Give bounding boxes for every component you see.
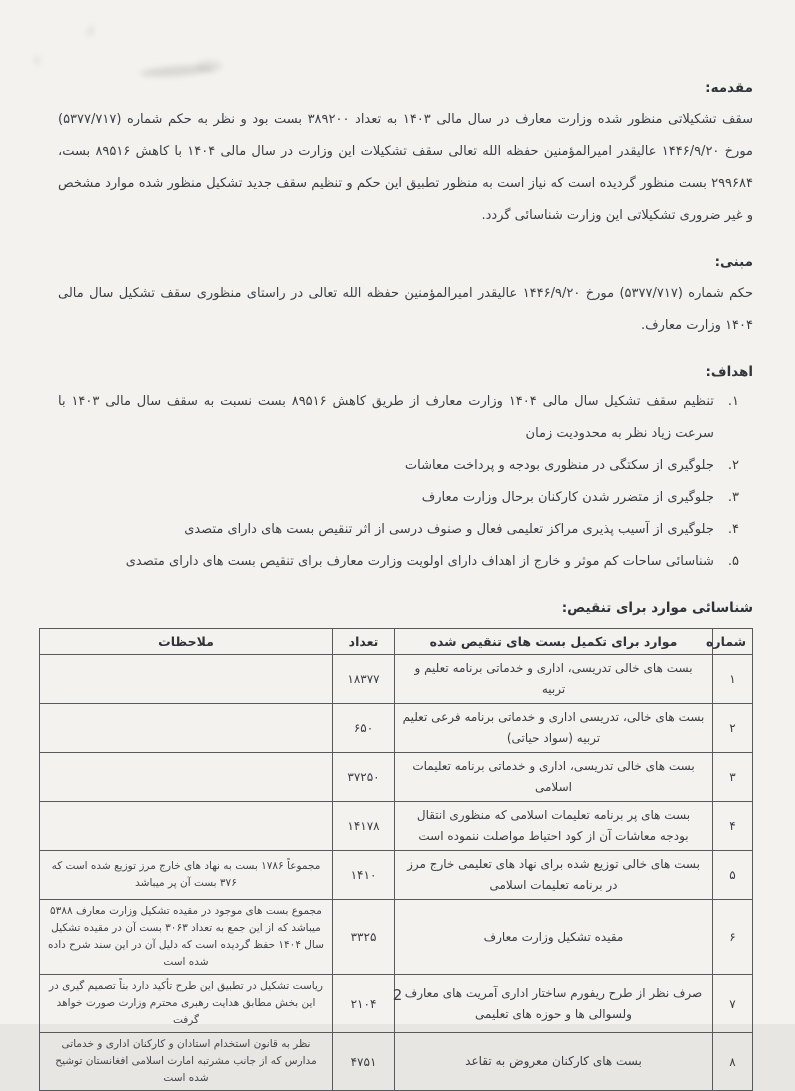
table-row (40, 704, 753, 753)
row-number-cell: ۴ (713, 802, 753, 851)
row-number-cell: ۸ (713, 1033, 753, 1091)
row-remarks-cell (40, 753, 333, 802)
basis-paragraph: حکم شماره (۵۳۷۷/۷۱۷) مورخ ۱۴۴۶/۹/۲۰ عالیقدر امیرالمؤمنین حفظه الله تعالی در راستای منظوری سقف تشکیل سال مالی ۱۴۰۴ وزارت معارف. (58, 286, 753, 333)
objectives-heading: اهداف: (705, 364, 753, 380)
row-item-cell: بست های کارکنان معروض به تقاعد (395, 1033, 713, 1091)
objective-item (58, 546, 753, 578)
objective-item (58, 450, 753, 482)
row-number-cell: ۳ (713, 753, 753, 802)
basis-heading: مبنی: (714, 254, 753, 270)
objective-number: ۴. (727, 522, 739, 537)
objective-number: ۱. (727, 394, 739, 409)
row-remarks-cell: ریاست تشکیل در تطبیق این طرح تأکید دارد بناً تصمیم گیری در این بخش مطابق هدایت رهبری محترم وزارت صورت خواهد گرفت (40, 975, 333, 1033)
reduction-table (39, 628, 753, 1091)
table-row (40, 802, 753, 851)
row-number-cell: ۵ (713, 851, 753, 900)
row-item-cell: بست های خالی توزیع شده برای نهاد های تعلیمی خارج مرز در برنامه تعلیمات اسلامی (395, 851, 713, 900)
row-item-cell: بست های پر برنامه تعلیمات اسلامی که منظوری انتقال بودجه معاشات آن از کود احتیاط مواصلت ننموده است (395, 802, 713, 851)
page-number: 2 (392, 986, 403, 1004)
row-remarks-cell (40, 655, 333, 704)
row-item-cell: صرف نظر از طرح ریفورم ساختار اداری آمریت های معارف ولسوالی ها و حوزه های تعلیمی (395, 975, 713, 1033)
section-objectives (50, 364, 753, 578)
section-reduction (50, 600, 753, 1091)
row-remarks-cell: مجموعاً ۱۷۸۶ بست به نهاد های خارج مرز توزیع شده است که ۳۷۶ بست آن پر میباشد (40, 851, 333, 900)
introduction-heading: مقدمه: (705, 80, 753, 96)
column-header-number: شماره (713, 629, 753, 655)
introduction-paragraph: سقف تشکیلاتی منظور شده وزارت معارف در سال مالی ۱۴۰۳ به تعداد ۳۸۹۲۰۰ بست بود و نظر به حکم شماره (۵۳۷۷/۷۱۷) مورخ ۱۴۴۶/۹/۲۰ عالیقدر امیرالمؤمنین حفظه الله تعالی سقف تشکیلات این وزارت در سال مالی ۱۴۰۴ با کاهش ۸۹۵۱۶ بست، ۲۹۹۶۸۴ بست منظور گردیده است که نیاز است به منظور تطبیق این حکم و تنظیم سقف جدید تشکیل منظور شده موارد مشخص و غیر ضروری تشکیلاتی این وزارت شناسائی گردد. (58, 112, 754, 223)
row-number-cell: ۲ (713, 704, 753, 753)
row-count-cell: ۱۸۳۷۷ (333, 655, 395, 704)
objective-number: ۲. (727, 458, 739, 473)
row-count-cell: ۶۵۰ (333, 704, 395, 753)
row-remarks-cell: مجموع بست های موجود در مقیده تشکیل وزارت معارف ۵۳۸۸ میباشد که از این جمع به تعداد ۳۰۶۳ بست آن در مقیده تشکیل سال ۱۴۰۴ حفظ گردیده است که دلیل آن در این سند شرح داده شده است (40, 900, 333, 975)
table-row (40, 655, 753, 704)
row-count-cell: ۱۴۱۰ (333, 851, 395, 900)
row-remarks-cell (40, 704, 333, 753)
row-number-cell: ۷ (713, 975, 753, 1033)
table-header-row (40, 629, 753, 655)
row-number-cell: ۶ (713, 900, 753, 975)
row-item-cell: مقیده تشکیل وزارت معارف (395, 900, 713, 975)
scan-smudge (196, 60, 222, 72)
objective-item (58, 482, 753, 514)
objective-text: جلوگیری از آسیب پذیری مراکز تعلیمی فعال و صنوف درسی از اثر تنقیص بست های دارای متصدی (184, 522, 714, 537)
column-header-count: تعداد (333, 629, 395, 655)
objectives-list (58, 386, 753, 578)
table-row (40, 1033, 753, 1091)
table-row (40, 900, 753, 975)
row-number-cell: ۱ (713, 655, 753, 704)
objective-text: تنظیم سقف تشکیل سال مالی ۱۴۰۴ وزارت معارف از طریق کاهش ۸۹۵۱۶ بست نسبت به سقف سال مالی ۱۴۰۳ با سرعت زیاد نظر به محدودیت زمان (58, 394, 714, 441)
row-count-cell: ۱۴۱۷۸ (333, 802, 395, 851)
row-remarks-cell (40, 802, 333, 851)
row-count-cell: ۴۷۵۱ (333, 1033, 395, 1091)
row-item-cell: بست های خالی تدریسی، اداری و خدماتی برنامه تعلیم و تربیه (395, 655, 713, 704)
column-header-item: موارد برای تکمیل بست های تنقیص شده (395, 629, 713, 655)
objective-text: جلوگیری از سکتگی در منظوری بودجه و پرداخت معاشات (404, 458, 714, 473)
row-item-cell: بست های خالی تدریسی، اداری و خدماتی برنامه تعلیمات اسلامی (395, 753, 713, 802)
objective-item (58, 386, 753, 450)
row-count-cell: ۳۳۲۵ (333, 900, 395, 975)
column-header-remarks: ملاحظات (40, 629, 333, 655)
row-remarks-cell: نظر به قانون استخدام استادان و کارکنان اداری و خدماتی مدارس که از جانب مشرتبه امارت اسلامی افغانستان توشیح شده است (40, 1033, 333, 1091)
objective-item (58, 514, 753, 546)
objective-text: جلوگیری از متضرر شدن کارکنان برحال وزارت معارف (421, 490, 714, 505)
row-count-cell: ۳۷۲۵۰ (333, 753, 395, 802)
section-introduction (50, 80, 753, 232)
section-basis (50, 254, 753, 342)
row-item-cell: بست های خالی، تدریسی اداری و خدماتی برنامه فرعی تعلیم تربیه (سواد حیاتی) (395, 704, 713, 753)
table-row (40, 851, 753, 900)
objective-number: ۵. (727, 554, 739, 569)
reduction-heading: شناسائی موارد برای تنقیص: (561, 600, 753, 616)
objective-number: ۳. (727, 490, 739, 505)
objective-text: شناسائی ساحات کم موثر و خارج از اهداف دارای اولویت وزارت معارف برای تنقیص بست های دارای متصدی (125, 554, 714, 569)
row-count-cell: ۲۱۰۴ (333, 975, 395, 1033)
table-row (40, 753, 753, 802)
